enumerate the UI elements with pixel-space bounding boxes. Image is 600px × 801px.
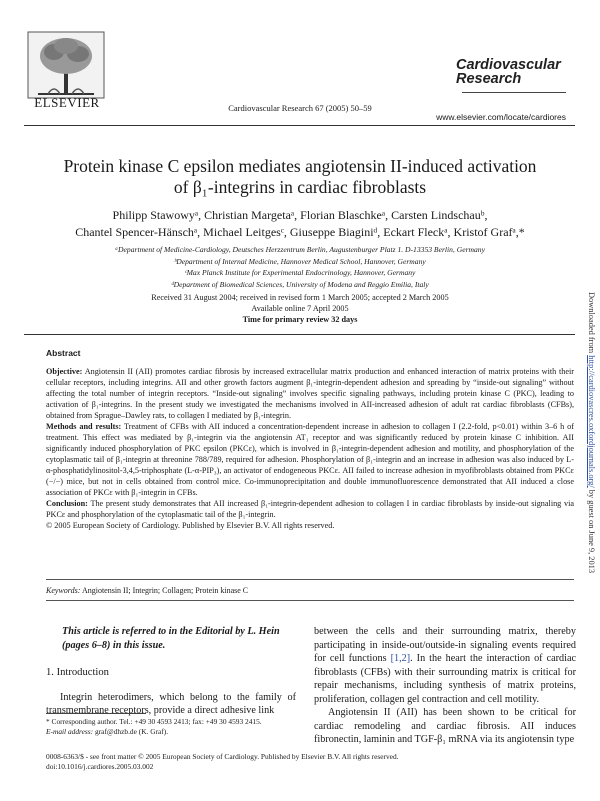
affiliation-b: ᵇDepartment of Internal Medicine, Hannover Medical School, Hannover, Germany [174,256,426,266]
abstract-body [46,366,574,531]
received-dates: Received 31 August 2004; received in revised form 1 March 2005; accepted 2 March 2005 [151,293,449,302]
article-title [40,156,560,198]
authors-line2: Chantel Spencer-Hänschᵃ, Michael Leitgesᶜ, Giuseppe Biaginiᵈ, Eckart Fleckᵃ, Kristof Grafᵃ,* [75,225,525,239]
citation-link[interactable]: [1,2] [390,653,411,664]
conclusion-text: The present study demonstrates that AII increased β₁-integrin-dependent adhesion to collagen I in cardiac fibroblasts by inside-out signaling via PKCε and phosphorylation of the cytoplasmatic tail of the β₁-integrin. [46,499,575,519]
methods-label: Methods and results: [46,422,122,431]
watermark-link[interactable]: http://cardiovascres.oxfordjournals.org/ [587,355,596,488]
authors-line1: Philipp Stawowyᵃ, Christian Margetaᵃ, Florian Blaschkeᵃ, Carsten Lindschauᵇ, [112,208,488,222]
right-paragraph-2: Angiotensin II (AII) has been shown to be critical for cardiac remodeling and cardiac fibrosis. AII induces fibronectin, laminin and TGF-β₁ mRNA via its angiotensin type [314,707,576,745]
methods-text: Treatment of CFBs with AII induced a concentration-dependent increase in adhesion to collagen I (2.2-fold, p<0.01) within 3–6 h of treatment. This effect was mediated by β₁-integrin via the angiotensin AT₁ receptor and was significantly reduced by protein kinase C inhibition. AII significantly induced phosphorylation of PKC epsilon (PKCε), which is involved in β₁-integrin-dependent adhesion and motility, and phosphorylation of the cytoplasmatic tail of β₁-integrin at threonine 788/789, required for adhesion. Phosphorylation of β₁-integrin and an increase in adhesion was also induced by L-α-phosphatidylinositol-3,4,5-triphosphate (L-α-PIP₃), an activator of endogeneous PKCε. AII failed to increase adhesion in myofibroblasts obtained from PKCε (−/−) mice, but not in cells obtained from control mice. Co-immunoprecipitation and double immunofluorescence demonstrated that AII induced a close association of PKCε with β₁-integrin in CFBs. [46,422,574,497]
keywords-bottom-rule [46,600,574,601]
journal-url[interactable]: www.elsevier.com/locate/cardiores [436,112,566,122]
keywords-text: Angiotensin II; Integrin; Collagen; Protein kinase C [81,586,249,595]
journal-title-line2: Research [456,71,522,87]
email-address[interactable]: graf@dhzb.de (K. Graf). [95,727,169,736]
article-dates [40,292,560,325]
right-paragraph-1 [314,625,576,706]
intro-paragraph: Integrin heterodimers, which belong to the family of transmembrane receptors, provide a direct adhesive link [46,691,296,716]
right-p1-text-b: . In the heart the interaction of cardiac fibroblasts (CFBs) with their surrounding matrix is critical for repair mechanisms, including synthesis of matrix proteins, proliferation, collagen gel contraction and cell motility. [314,653,576,705]
keywords [46,586,248,595]
abstract-methods [46,421,574,498]
article-title-line2: of β₁-integrins in cardiac fibroblasts [173,177,427,197]
corresponding-author: * Corresponding author. Tel.: +49 30 4593 2413; fax: +49 30 4593 2415. [46,717,262,726]
download-watermark [587,292,596,573]
journal-title [456,58,566,86]
abstract-objective [46,366,574,421]
doi-line[interactable]: doi:10.1016/j.cardiores.2005.03.002 [46,762,154,771]
abstract-heading: Abstract [46,348,81,358]
keywords-top-rule [46,579,574,580]
publisher-logo-text: ELSEVIER [34,95,100,110]
keywords-label: Keywords: [46,586,81,595]
footnote [46,717,306,737]
review-time: Time for primary review 32 days [242,315,358,324]
objective-text: Angiotensin II (AII) promotes cardiac fibrosis by increased extracellular matrix production and enhanced interaction of matrix proteins with their cellular receptors, including integrins. AII and other growth factors augment β₁-integrin-dependent adhesion and spreading by “inside-out signaling” without affecting the total number of integrin receptors. “Inside-out signaling” involves specific signaling pathways, including protein kinase C (PKC), leading to activation of β₁-integrins. In the present study we investigated the mechanisms involved in AII-increased adhesion of adult rat cardiac fibroblasts (CFBs), obtained from Sprague–Dawley rats, to collagen I mediated by β₁-integrin. [46,367,574,420]
right-column [314,625,576,747]
affiliation-d: ᵈDepartment of Biomedical Sciences, University of Modena and Reggio Emilia, Italy [171,279,429,289]
author-list [40,207,560,241]
journal-title-rule [462,92,566,93]
issn-line: 0008-6363/$ - see front matter © 2005 European Society of Cardiology. Published by Elsevier B.V. All rights reserved. [46,752,399,761]
journal-title-line1: Cardiovascular [456,57,561,73]
section-heading: 1. Introduction [46,667,109,678]
editorial-note: This article is referred to in the Editorial by L. Hein (pages 6–8) in this issue. [62,626,280,651]
affiliation-c: ᶜMax Planck Institute for Experimental Endocrinology, Hannover, Germany [184,268,416,277]
article-title-line1: Protein kinase C epsilon mediates angiotensin II-induced activation [63,156,537,176]
right-p1-text-a: between the cells and their surrounding matrix, thereby participating in inside-out/outside-in signaling events required for cell functions [314,626,576,664]
front-matter-info [46,752,586,772]
affiliation-a: ᵃDepartment of Medicine-Cardiology, Deutsches Herzzentrum Berlin, Augustenburger Platz 1. D-13353 Berlin, Germany [115,245,485,254]
email-label: E-mail address: [46,727,94,736]
journal-citation: Cardiovascular Research 67 (2005) 50–59 [228,103,372,113]
abstract-copyright: © 2005 European Society of Cardiology. Published by Elsevier B.V. All rights reserved. [46,521,335,530]
affiliations [40,244,560,290]
abstract-conclusion [46,498,574,520]
online-date: Available online 7 April 2005 [251,304,349,313]
title-divider [24,334,575,335]
email-line [46,727,306,737]
objective-label: Objective: [46,367,83,376]
watermark-suffix: by guest on June 9, 2013 [587,487,596,574]
header-divider [24,125,575,126]
watermark-prefix: Downloaded from [587,292,596,356]
footnote-rule [46,713,146,714]
left-column [46,625,296,718]
conclusion-label: Conclusion: [46,499,88,508]
